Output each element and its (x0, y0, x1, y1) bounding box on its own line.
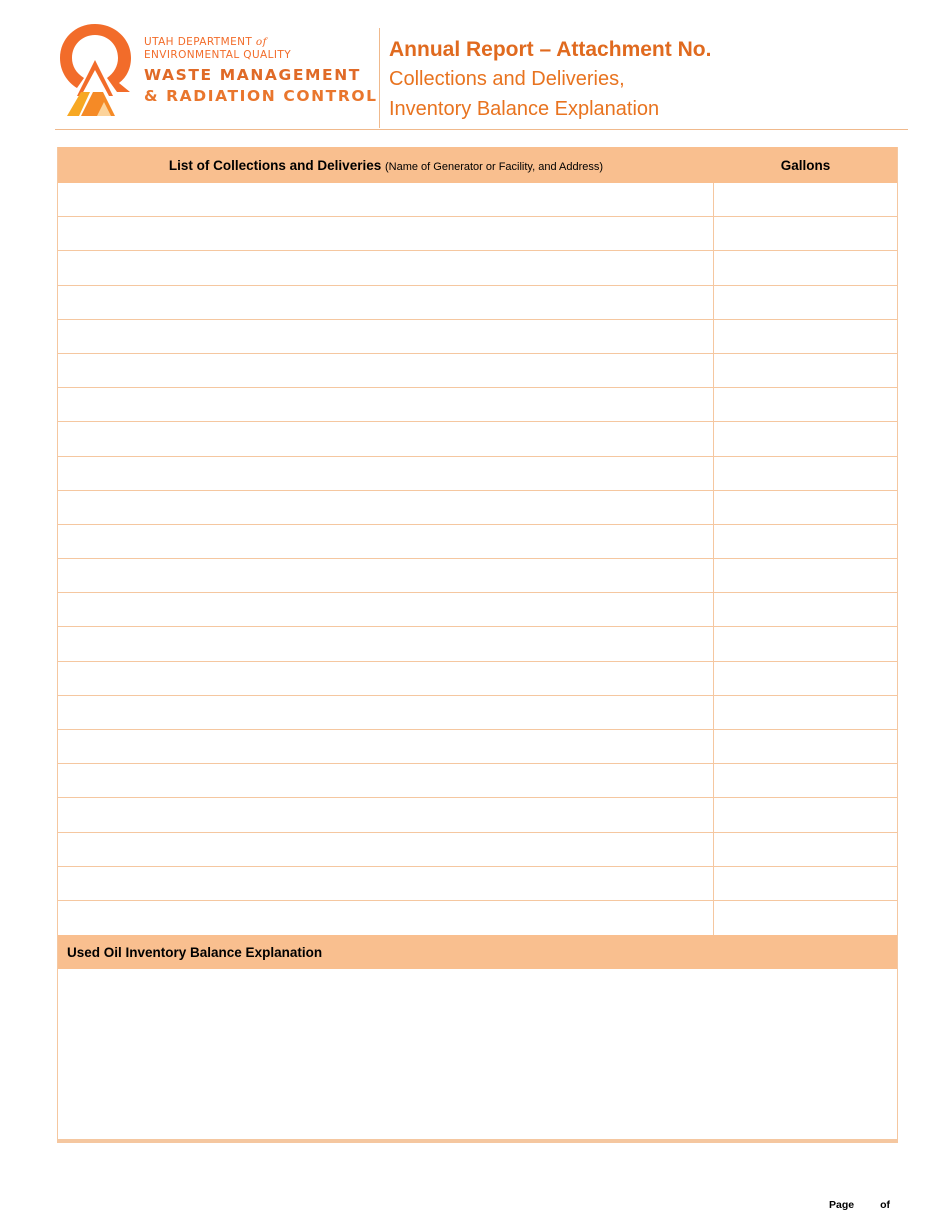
of-label: of (880, 1199, 891, 1211)
generator-name-cell[interactable] (58, 286, 714, 319)
table-row (58, 525, 897, 559)
table-row (58, 833, 897, 867)
udeq-logo (57, 20, 133, 120)
table-row (58, 867, 897, 901)
gallons-cell[interactable] (714, 525, 897, 558)
generator-name-cell[interactable] (58, 559, 714, 592)
table-row (58, 251, 897, 285)
page-label: Page (829, 1199, 855, 1211)
generator-name-cell[interactable] (58, 696, 714, 729)
generator-name-cell[interactable] (58, 491, 714, 524)
generator-name-cell[interactable] (58, 798, 714, 831)
generator-name-cell[interactable] (58, 457, 714, 490)
org-line4: & RADIATION CONTROL (144, 87, 378, 105)
form-subtitle-2: Inventory Balance Explanation (389, 98, 660, 120)
generator-name-cell[interactable] (58, 627, 714, 660)
gallons-cell[interactable] (714, 388, 897, 421)
header-list-label: List of Collections and Deliveries (168, 157, 382, 173)
org-line1-of: of (255, 36, 267, 48)
gallons-cell[interactable] (714, 730, 897, 763)
org-name (144, 36, 378, 107)
header-list (58, 158, 714, 173)
generator-name-cell[interactable] (58, 525, 714, 558)
form-title-block (389, 36, 711, 124)
header-gallons: Gallons (780, 157, 831, 173)
table-row (58, 730, 897, 764)
gallons-cell[interactable] (714, 491, 897, 524)
generator-name-cell[interactable] (58, 354, 714, 387)
table-row (58, 388, 897, 422)
generator-name-cell[interactable] (58, 320, 714, 353)
table-row (58, 183, 897, 217)
generator-name-cell[interactable] (58, 833, 714, 866)
gallons-cell[interactable] (714, 286, 897, 319)
generator-name-cell[interactable] (58, 251, 714, 284)
gallons-cell[interactable] (714, 559, 897, 592)
table-row (58, 559, 897, 593)
form-subtitle-1: Collections and Deliveries, (389, 68, 625, 90)
table-row (58, 354, 897, 388)
table-row (58, 627, 897, 661)
generator-name-cell[interactable] (58, 217, 714, 250)
table-row (58, 320, 897, 354)
table-row (58, 696, 897, 730)
org-line3: WASTE MANAGEMENT (144, 66, 361, 84)
header-divider (379, 28, 380, 128)
org-line2: ENVIRONMENTAL QUALITY (144, 49, 292, 61)
explanation-field[interactable] (58, 969, 897, 1143)
collections-table (57, 147, 898, 1143)
gallons-cell[interactable] (714, 320, 897, 353)
generator-name-cell[interactable] (58, 388, 714, 421)
generator-name-cell[interactable] (58, 422, 714, 455)
gallons-cell[interactable] (714, 867, 897, 900)
gallons-cell[interactable] (714, 627, 897, 660)
gallons-cell[interactable] (714, 354, 897, 387)
table-row (58, 764, 897, 798)
gallons-cell[interactable] (714, 662, 897, 695)
page-footer (829, 1199, 890, 1211)
table-header (58, 147, 897, 183)
table-row (58, 286, 897, 320)
gallons-cell[interactable] (714, 422, 897, 455)
table-row (58, 662, 897, 696)
table-row (58, 422, 897, 456)
header-list-sublabel: (Name of Generator or Facility, and Address) (385, 160, 604, 173)
table-row (58, 457, 897, 491)
gallons-cell[interactable] (714, 901, 897, 935)
generator-name-cell[interactable] (58, 183, 714, 216)
generator-name-cell[interactable] (58, 662, 714, 695)
gallons-cell[interactable] (714, 833, 897, 866)
table-row (58, 491, 897, 525)
header-rule (55, 129, 908, 130)
generator-name-cell[interactable] (58, 867, 714, 900)
org-line1: UTAH DEPARTMENT (144, 36, 253, 48)
table-body (58, 183, 897, 935)
gallons-cell[interactable] (714, 696, 897, 729)
gallons-cell[interactable] (714, 798, 897, 831)
gallons-cell[interactable] (714, 593, 897, 626)
generator-name-cell[interactable] (58, 730, 714, 763)
generator-name-cell[interactable] (58, 593, 714, 626)
table-row (58, 217, 897, 251)
generator-name-cell[interactable] (58, 764, 714, 797)
gallons-cell[interactable] (714, 217, 897, 250)
gallons-cell[interactable] (714, 457, 897, 490)
gallons-cell[interactable] (714, 183, 897, 216)
table-row (58, 593, 897, 627)
gallons-cell[interactable] (714, 251, 897, 284)
form-title: Annual Report – Attachment No. (389, 38, 712, 61)
table-row (58, 798, 897, 832)
table-row (58, 901, 897, 935)
explanation-header: Used Oil Inventory Balance Explanation (58, 935, 897, 969)
generator-name-cell[interactable] (58, 901, 714, 935)
gallons-cell[interactable] (714, 764, 897, 797)
